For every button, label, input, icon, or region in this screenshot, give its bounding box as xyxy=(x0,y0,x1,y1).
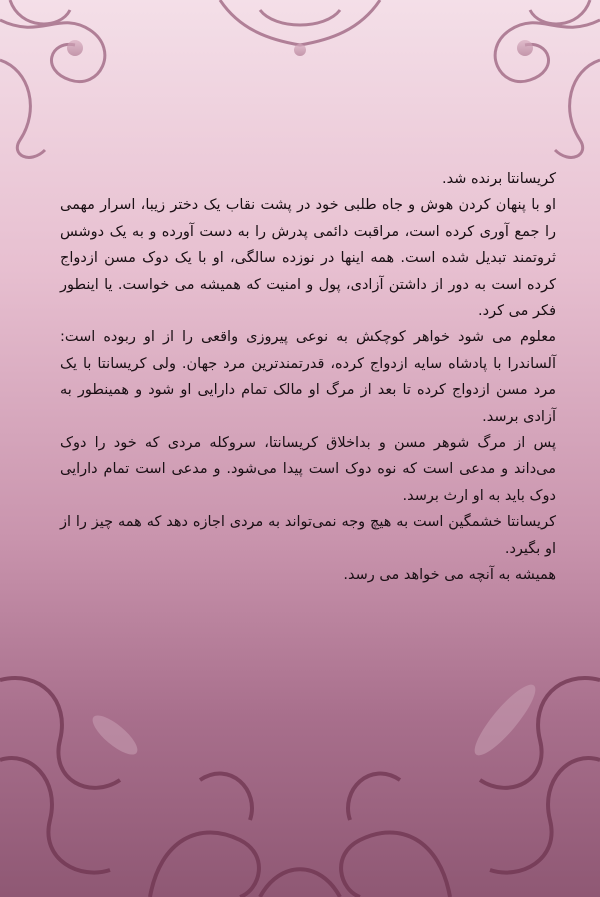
bottom-ornament xyxy=(0,640,600,897)
paragraph: او با پنهان کردن هوش و جاه طلبی خود در پشت نقاب یک دختر زیبا، اسرار مهمی را جمع آوری کرده است، مراقبت دائمی پدرش را به دست آورده و به یک دوشس ثروتمند تبدیل شده است. همه اینها در نوزده سالگی، او با یک دوک مسن ازدواج کرده است به دور از داشتن آزادی، پول و امنیت که همیشه می خواست. یا اینطور فکر می کرد. xyxy=(60,197,556,320)
paragraph: کریسانتا برنده شد. xyxy=(442,171,556,187)
paragraph: پس از مرگ شوهر مسن و بداخلاق کریسانتا، سروکله مردی که خود را دوک می‌داند و مدعی است که نوه دوک است پیدا می‌شود. و مدعی است تمام دارایی دوک باید به او ارث برسد. xyxy=(60,435,556,504)
book-description xyxy=(60,166,556,589)
paragraph: کریسانتا خشمگین است به هیچ وجه نمی‌تواند به مردی اجازه دهد که همه چیز را از او بگیرد. xyxy=(60,514,556,557)
paragraph: معلوم می شود خواهر کوچکش به نوعی پیروزی واقعی را از او ربوده است: آلساندرا با پادشاه سایه ازدواج کرده، قدرتمندترین مرد جهان. ولی کریسانتا با یک مرد مسن ازدواج کرده تا بعد از مرگ او مالک تمام دارایی او شود و همینطور به آزادی برسد. xyxy=(60,329,556,425)
top-ornament xyxy=(0,0,600,170)
paragraph: همیشه به آنچه می خواهد می رسد. xyxy=(343,567,556,584)
